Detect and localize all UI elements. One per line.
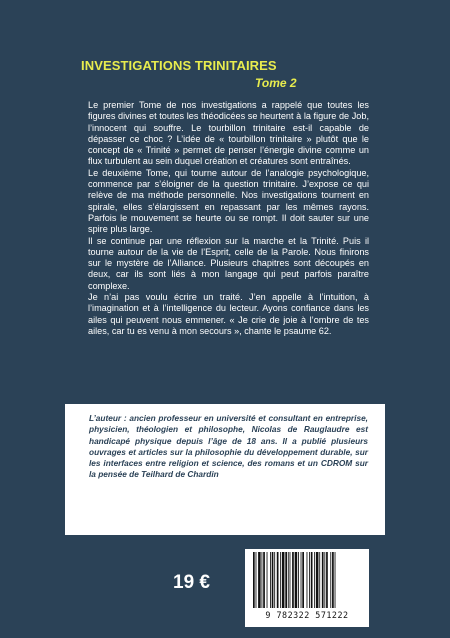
blurb-paragraph-3: Il se continue par une réflexion sur la marche et la Trinité. Puis il tourne autour de la vie de l’Esprit, celle de la Parole. Nous finirons sur le mystère de l’Alliance. Plusieurs chapitres sont découpés en deux, car ils sont liés à mon langage qui peut parfois paraître complexe.	[88, 235, 369, 291]
barcode-icon	[251, 552, 363, 610]
isbn-barcode	[245, 549, 369, 627]
book-subtitle: Tome 2	[255, 76, 297, 90]
blurb-paragraph-1: Le premier Tome de nos investigations a rappelé que toutes les figures divines et toutes les théodicées se heurtent à la figure de Job, l’innocent qui souffre. Le tourbillon trinitaire est-il capable de dépasser ce choc ? L’idée de « tourbillon trinitaire » plutôt que le concept de « Trinité » permet de penser l’énergie divine comme un flux turbulent au sein duquel création et créatures sont entraînés.	[88, 100, 369, 167]
author-bio-text: L’auteur : ancien professeur en université et consultant en entreprise, physicien, théologien et philosophe, Nicolas de Rauglaudre est handicapé physique depuis l’âge de 18 ans. Il a publié plusieurs ouvrages et articles sur la philosophie du développement durable, sur les interfaces entre religion et science, des romans et un CDROM sur la pensée de Teilhard de Chardin	[89, 413, 368, 480]
barcode-digits: 9 782322 571222	[265, 610, 349, 620]
blurb-paragraph-4: Je n’ai pas voulu écrire un traité. J’en appelle à l’intuition, à l’imagination et à l’intelligence du lecteur. Ayons confiance dans les ailes qui peuvent nous emmener. « Je crie de joie à l’ombre de tes ailes, car tu es venu à mon secours », chante le psaume 62.	[88, 292, 369, 336]
back-cover-blurb	[88, 100, 369, 337]
blurb-paragraph-2: Le deuxième Tome, qui tourne autour de l’analogie psychologique, commence par s’éloigner de la question trinitaire. J’expose ce qui relève de ma méthode personnelle. Nos investigations tournent en spirale, elles s’élargissent en repassant par les mêmes rayons. Parfois le mouvement se heurte ou se rompt. Il doit sauter sur une spire plus large.	[88, 167, 369, 235]
book-title: INVESTIGATIONS TRINITAIRES	[81, 58, 277, 73]
author-bio-box	[65, 404, 385, 535]
price-label: 19 €	[173, 572, 210, 593]
